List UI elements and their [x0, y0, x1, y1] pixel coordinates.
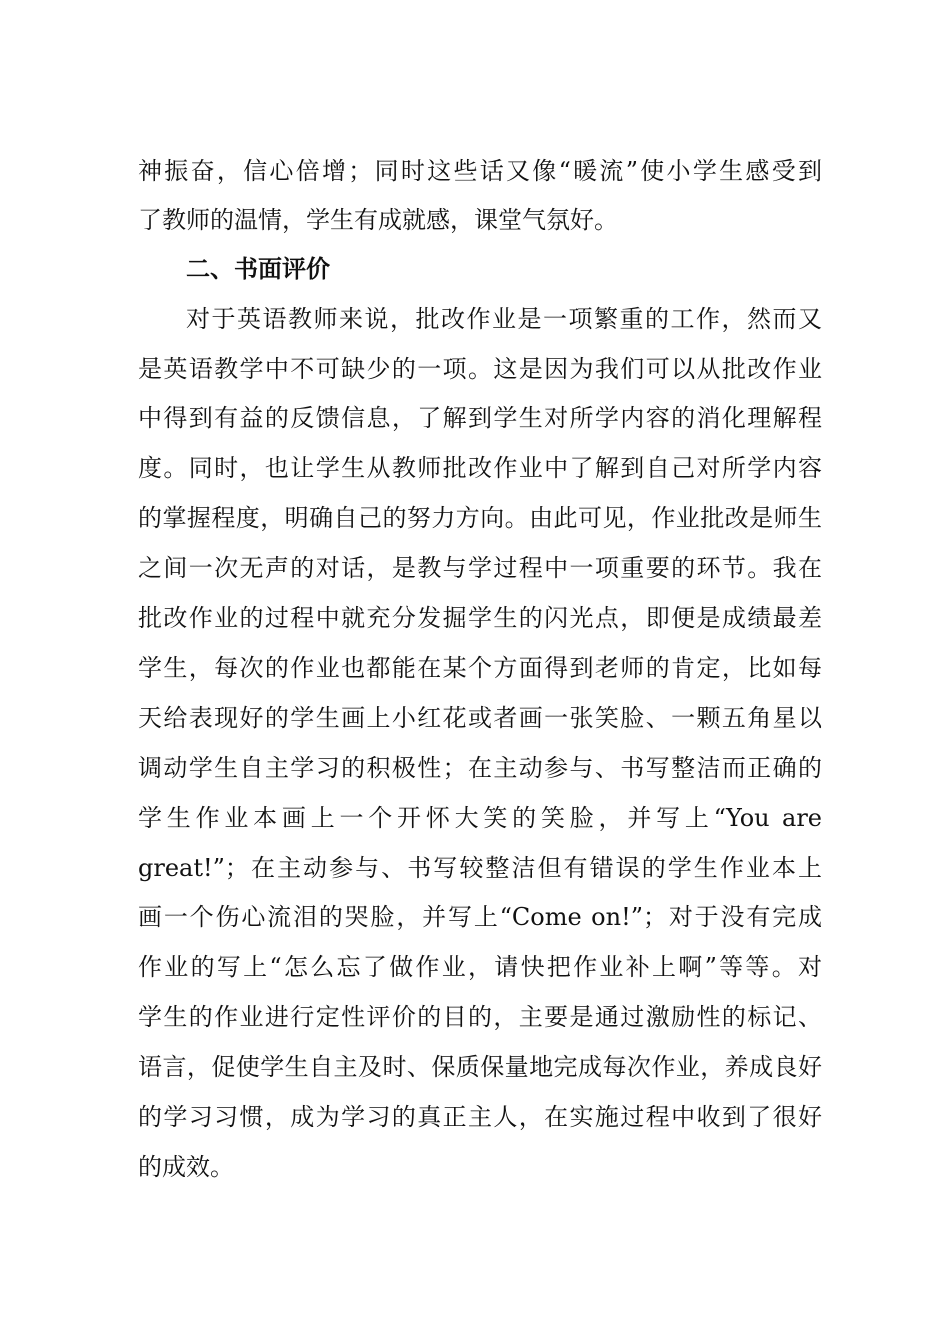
text-line: 学生作业本画上一个开怀大笑的笑脸，并写上“You are [138, 804, 822, 832]
text-line: 作业的写上“怎么忘了做作业，请快把作业补上啊”等等。对 [138, 953, 822, 981]
text-line: 画一个伤心流泪的哭脸，并写上“Come on!”；对于没有完成 [138, 903, 822, 931]
text-line: 批改作业的过程中就充分发掘学生的闪光点，即便是成绩最差 [138, 604, 822, 632]
text-line: 神振奋，信心倍增；同时这些话又像“暖流”使小学生感受到 [138, 157, 822, 185]
text-line: 学生，每次的作业也都能在某个方面得到老师的肯定，比如每 [138, 654, 822, 682]
text-line: great!”；在主动参与、书写较整洁但有错误的学生作业本上 [138, 854, 822, 882]
text-line: 天给表现好的学生画上小红花或者画一张笑脸、一颗五角星以 [138, 704, 822, 732]
text-line: 的掌握程度，明确自己的努力方向。由此可见，作业批改是师生 [138, 504, 822, 532]
text-line: 是英语教学中不可缺少的一项。这是因为我们可以从批改作业 [138, 355, 822, 383]
text-line: 语言，促使学生自主及时、保质保量地完成每次作业，养成良好 [138, 1053, 822, 1081]
text-line: 之间一次无声的对话，是教与学过程中一项重要的环节。我在 [138, 554, 822, 582]
text-line: 中得到有益的反馈信息，了解到学生对所学内容的消化理解程 [138, 404, 822, 432]
text-line: 的成效。 [138, 1153, 234, 1181]
text-line: 学生的作业进行定性评价的目的，主要是通过激励性的标记、 [138, 1003, 822, 1031]
text-line: 调动学生自主学习的积极性；在主动参与、书写整洁而正确的 [138, 754, 822, 782]
text-line: 了教师的温情，学生有成就感，课堂气氛好。 [138, 206, 618, 234]
text-line: 度。同时，也让学生从教师批改作业中了解到自己对所学内容 [138, 454, 822, 482]
text-line: 对于英语教师来说，批改作业是一项繁重的工作，然而又 [186, 305, 822, 333]
text-line: 的学习习惯，成为学习的真正主人，在实施过程中收到了很好 [138, 1103, 822, 1131]
section-heading: 二、书面评价 [186, 255, 330, 283]
